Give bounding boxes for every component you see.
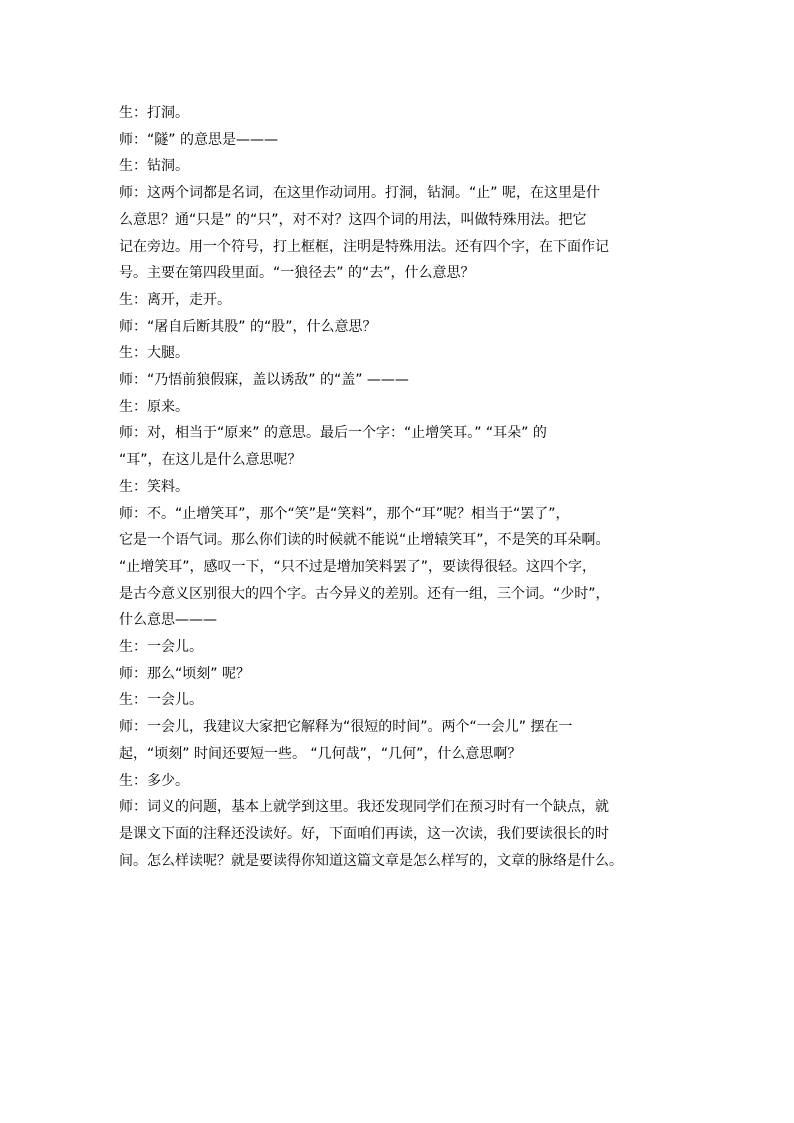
text-line: 师：那么“顷刻” 呢？ — [119, 665, 250, 682]
text-line: 师：词义的问题，基本上就学到这里。我还发现同学们在预习时有一个缺点，就 — [119, 799, 609, 816]
text-line: 生：多少。 — [119, 772, 189, 789]
text-line: 生：笑料。 — [119, 478, 189, 495]
text-line: 生：一会儿。 — [119, 639, 203, 656]
text-line: “耳”，在这儿是什么意思呢？ — [119, 452, 302, 469]
text-line: “止增笑耳”，感叹一下，“只不过是增加笑料罢了”，要读得很轻。这四个字， — [119, 558, 597, 575]
text-line: 师：“隧” 的意思是——— — [119, 131, 278, 148]
text-line: 是课文下面的注释还没读好。好，下面咱们再读，这一次读，我们要读很长的时 — [119, 825, 609, 842]
text-line: 生：打洞。 — [119, 105, 189, 121]
text-line: 间。怎么样读呢？就是要读得你知道这篇文章是怎么样写的，文章的脉络是什么。 — [119, 852, 623, 869]
text-line: 生：大腿。 — [119, 345, 189, 362]
text-line: 记在旁边。用一个符号，打上框框，注明是特殊用法。还有四个字，在下面作记 — [119, 238, 609, 255]
text-line: 生：一会儿。 — [119, 692, 203, 709]
text-line: 么意思？通“只是” 的“只”，对不对？这四个词的用法，叫做特殊用法。把它 — [119, 211, 587, 228]
text-line: 生：原来。 — [119, 398, 189, 415]
text-line: 师：“乃悟前狼假寐，盖以诱敌” 的“盖” ——— — [119, 372, 409, 389]
text-line: 师：“屠自后断其股” 的“股”，什么意思？ — [119, 318, 377, 335]
text-line: 什么意思——— — [119, 612, 217, 629]
text-line: 生：离开，走开。 — [119, 291, 231, 308]
text-line: 师：一会儿，我建议大家把它解释为“很短的时间”。两个“一会儿” 摆在一 — [119, 719, 573, 736]
text-line: 师：不。“止增笑耳”，那个“笑”是“笑料”，那个“耳”呢？相当于“罢了”， — [119, 505, 570, 522]
dialogue-text — [119, 100, 679, 874]
text-line: 起，“顷刻” 时间还要短一些。 “几何哉”，“几何”，什么意思啊？ — [119, 745, 522, 762]
text-line: 是古今意义区别很大的四个字。古今异义的差别。还有一组，三个词。“少时”， — [119, 585, 610, 602]
text-line: 师：这两个词都是名词，在这里作动词用。打洞，钻洞。“止” 呢，在这里是什 — [119, 185, 600, 202]
text-line: 生：钻洞。 — [119, 158, 189, 175]
text-line: 师：对，相当于“原来” 的意思。最后一个字：“止增笑耳。” “耳朵” 的 — [119, 425, 547, 442]
text-line: 它是一个语气词。那么你们读的时候就不能说“止增辕笑耳”，不是笑的耳朵啊。 — [119, 532, 610, 549]
text-line: 号。主要在第四段里面。“一狼径去” 的“去”，什么意思？ — [119, 265, 475, 282]
